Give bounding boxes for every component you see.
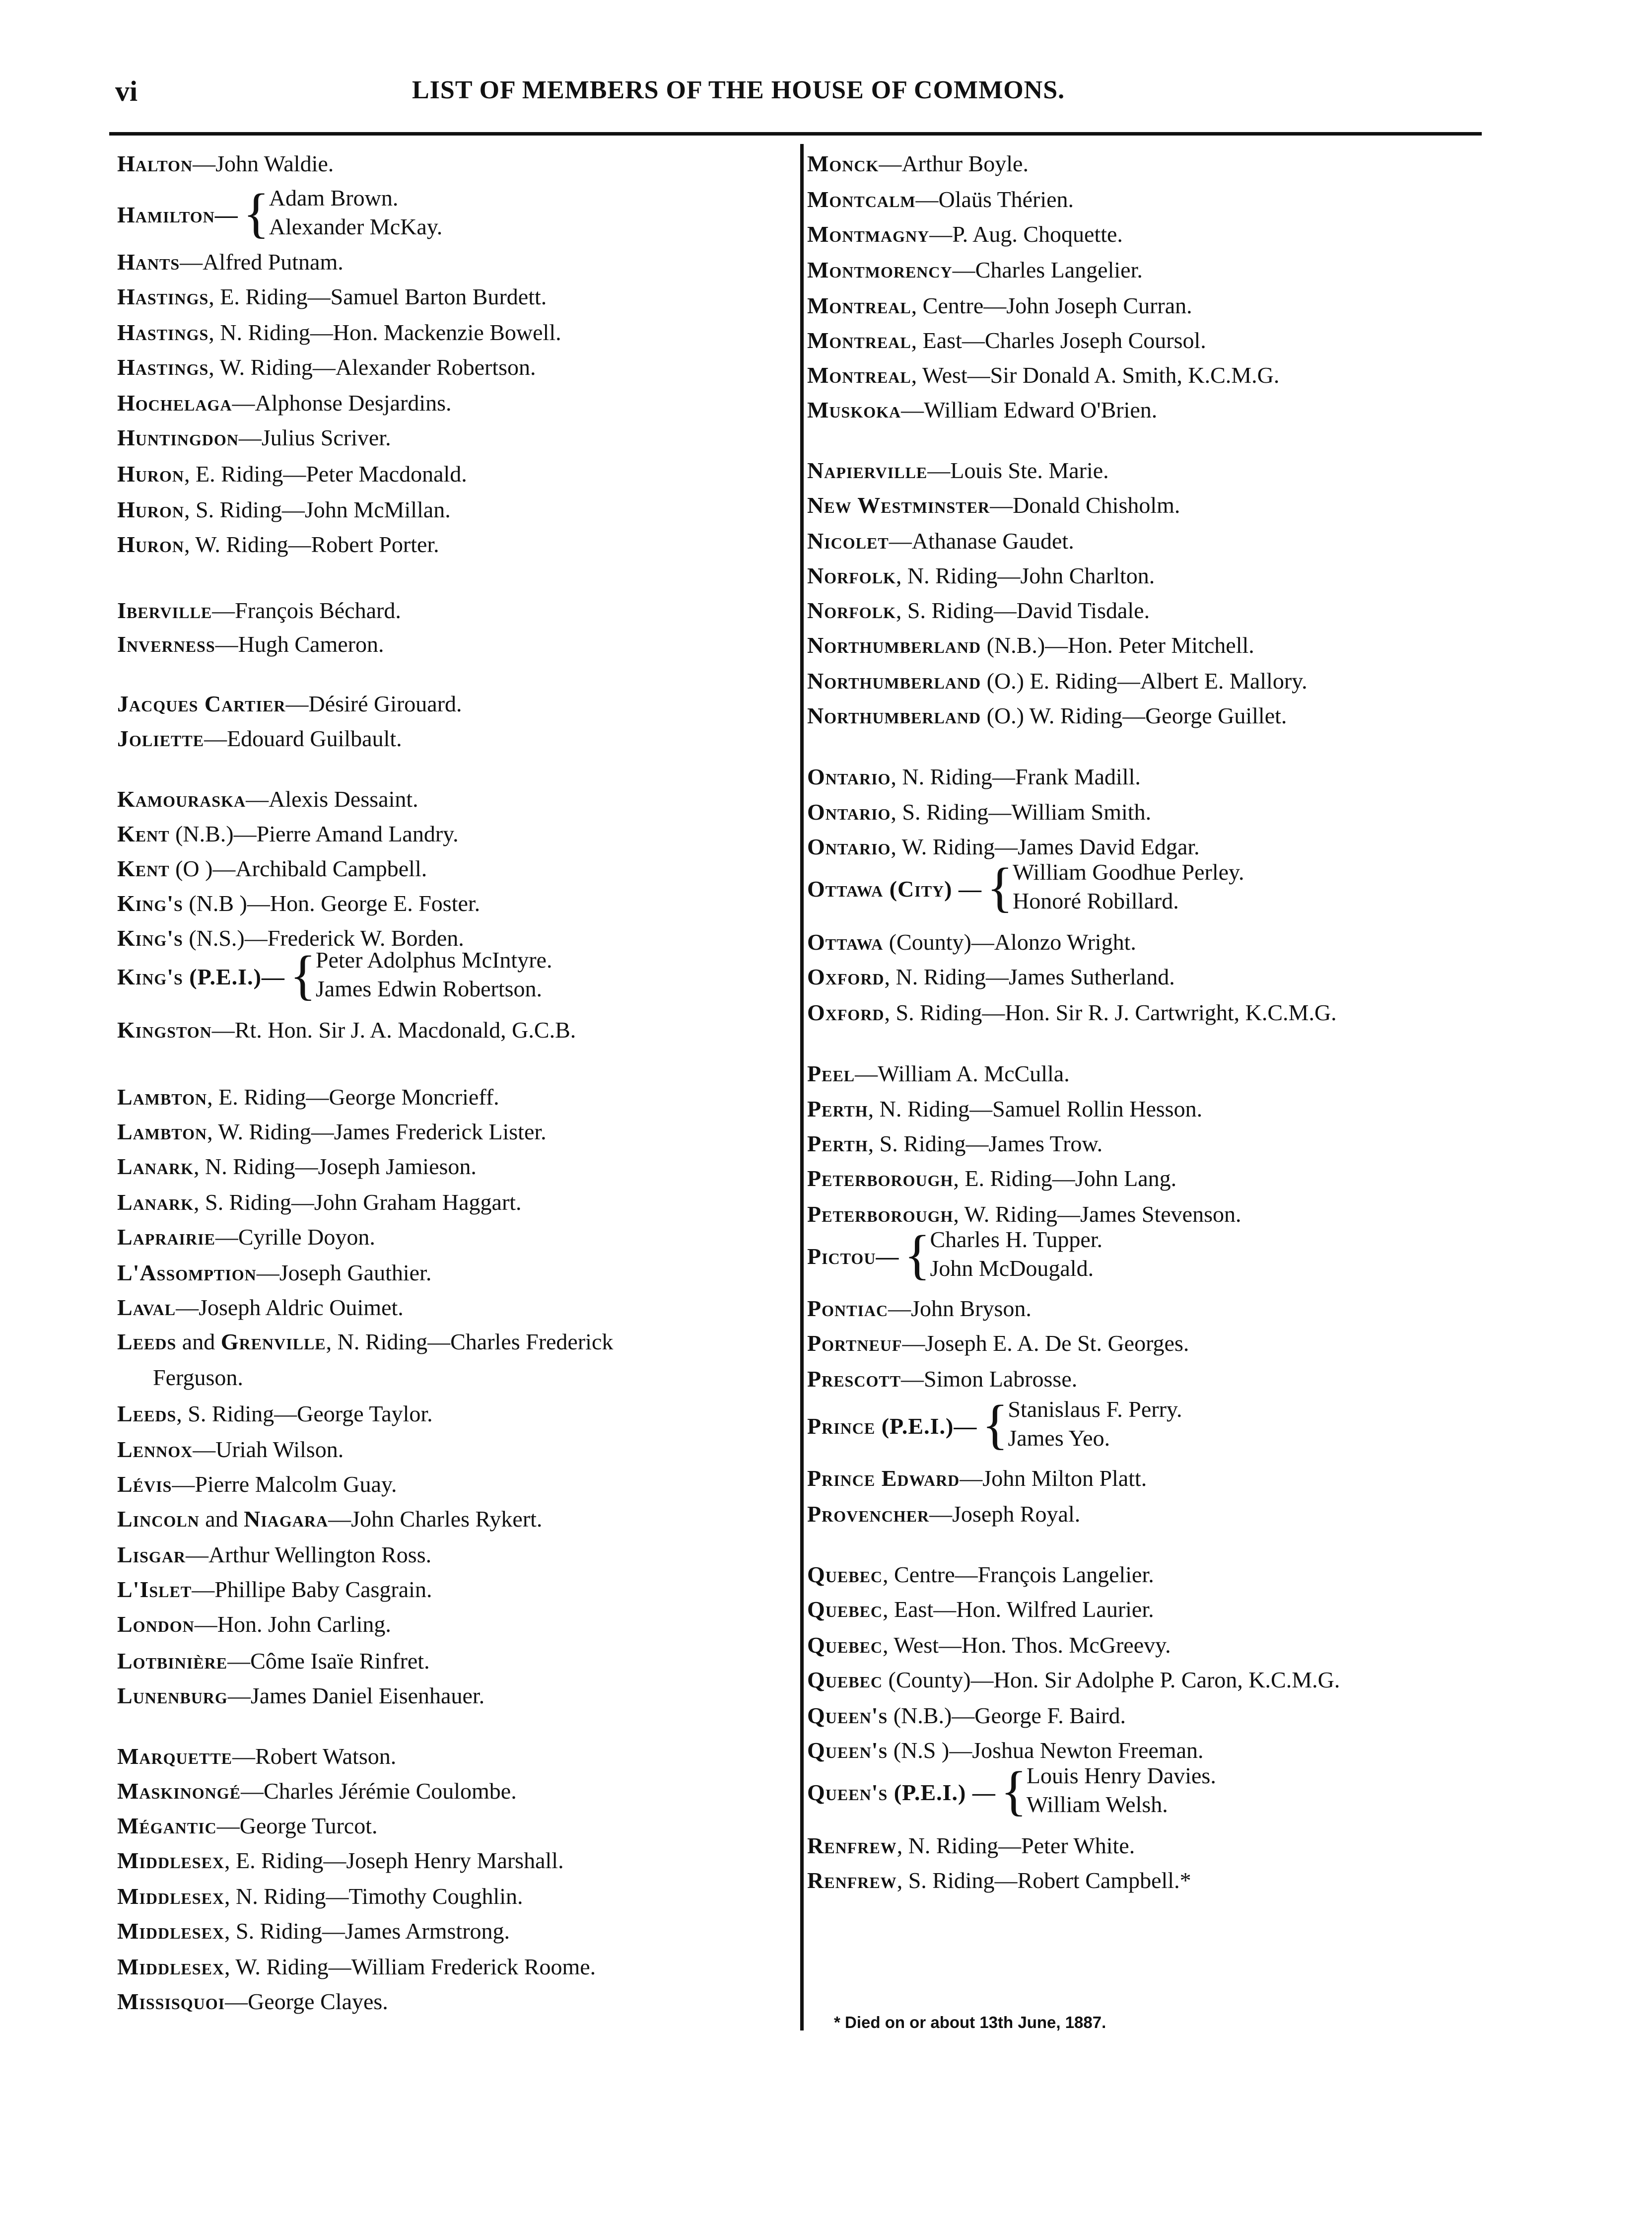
constituency-name: Hastings xyxy=(117,320,209,345)
member-name: Peter Adolphus McIntyre. xyxy=(315,947,552,973)
brace-mark: { xyxy=(1000,1760,1027,1821)
constituency-name: Leeds xyxy=(117,1401,177,1426)
constituency-name: King's xyxy=(117,891,183,916)
member-names xyxy=(269,184,443,241)
constituency-name: Quebec xyxy=(807,1597,883,1622)
member-text: —James Daniel Eisenhauer. xyxy=(227,1683,485,1708)
member-text: , N. Riding—Samuel Rollin Hesson. xyxy=(868,1096,1203,1121)
member-name: James Yeo. xyxy=(1008,1425,1110,1451)
constituency-entry xyxy=(117,889,480,918)
constituency-entry xyxy=(117,819,459,849)
constituency-name: Marquette xyxy=(117,1744,233,1769)
member-text: (O )—Archibald Campbell. xyxy=(169,856,427,881)
member-text: —Hugh Cameron. xyxy=(215,631,384,657)
member-text: —Edouard Guilbault. xyxy=(204,726,402,751)
member-text: —Joseph Aldric Ouimet. xyxy=(176,1295,404,1320)
constituency-name: Perth xyxy=(807,1096,868,1121)
constituency-name: Prince Edward xyxy=(807,1466,960,1491)
constituency-name: Hastings xyxy=(117,284,209,309)
constituency-name: Oxford xyxy=(807,1000,885,1025)
constituency-entry xyxy=(807,927,1136,957)
constituency-entry xyxy=(807,395,1157,425)
constituency-name: Laval xyxy=(117,1295,176,1320)
member-text: —Cyrille Doyon. xyxy=(215,1224,375,1250)
member-text: , E. Riding—Peter Macdonald. xyxy=(184,461,467,487)
constituency-name: Huron xyxy=(117,532,184,557)
member-text: (N.S )—Joshua Newton Freeman. xyxy=(888,1738,1204,1763)
constituency-entry xyxy=(807,1129,1102,1159)
constituency-entry xyxy=(807,1499,1080,1529)
constituency-name: Ontario xyxy=(807,764,891,789)
member-text: (County)—Hon. Sir Adolphe P. Caron, K.C.M.G. xyxy=(883,1667,1340,1692)
constituency-name: Lanark xyxy=(117,1189,194,1215)
constituency-name: Hamilton— xyxy=(117,202,238,227)
constituency-entry xyxy=(117,1222,375,1252)
constituency-name: Queen's (P.E.I.) — xyxy=(807,1780,996,1805)
constituency-entry xyxy=(807,762,1141,792)
constituency-name: Montreal xyxy=(807,293,911,318)
constituency-entry xyxy=(117,1575,432,1605)
member-name: Adam Brown. xyxy=(269,185,399,210)
constituency-entry xyxy=(807,1701,1126,1731)
constituency-entry xyxy=(807,456,1109,486)
constituency-entry xyxy=(117,1117,547,1147)
member-text: and xyxy=(176,1329,221,1354)
constituency-entry xyxy=(117,1399,433,1429)
constituency-entry xyxy=(117,689,462,719)
constituency-entry xyxy=(807,526,1074,556)
constituency-name: Lotbinière xyxy=(117,1648,228,1674)
member-text: , N. Riding—Peter White. xyxy=(896,1833,1135,1858)
constituency-name: King's xyxy=(117,925,183,951)
constituency-name: Huron xyxy=(117,461,184,487)
constituency-entry xyxy=(807,1364,1077,1394)
constituency-name: New Westminster xyxy=(807,492,990,518)
constituency-entry xyxy=(117,149,334,179)
constituency-name: Lanark xyxy=(117,1154,194,1179)
constituency-entry xyxy=(807,797,1151,827)
member-text: , N. Riding—Timothy Coughlin. xyxy=(224,1884,523,1909)
constituency-name: Laprairie xyxy=(117,1224,215,1250)
constituency-name: Hastings xyxy=(117,354,209,380)
member-names xyxy=(930,1225,1102,1283)
constituency-name: Lévis xyxy=(117,1471,172,1497)
constituency-name: Middlesex xyxy=(117,1884,225,1909)
constituency-entry xyxy=(117,352,536,382)
member-name: Alexander McKay. xyxy=(269,214,443,239)
constituency-name: Middlesex xyxy=(117,1954,225,1979)
constituency-name: Iberville xyxy=(117,598,212,623)
constituency-name: Quebec xyxy=(807,1632,883,1658)
constituency-entry xyxy=(807,561,1155,591)
constituency-entry xyxy=(117,1082,499,1112)
constituency-entry xyxy=(807,630,1254,660)
constituency-name: Muskoka xyxy=(807,397,901,422)
member-text: —Simon Labrosse. xyxy=(901,1366,1078,1392)
member-text: —Joseph E. A. De St. Georges. xyxy=(902,1330,1189,1356)
member-text: —Charles Langelier. xyxy=(952,257,1143,282)
constituency-name: Monck xyxy=(807,151,879,176)
member-text: , Centre—François Langelier. xyxy=(883,1562,1154,1587)
constituency-name: Montreal xyxy=(807,328,911,353)
constituency-entry xyxy=(117,282,547,312)
member-name: Louis Henry Davies. xyxy=(1026,1763,1216,1788)
constituency-name: Lambton xyxy=(117,1119,207,1144)
constituency-entry xyxy=(807,1059,1070,1089)
constituency-entry xyxy=(117,1540,431,1570)
constituency-name: Kamouraska xyxy=(117,786,246,812)
constituency-entry xyxy=(807,219,1123,249)
member-name: James Edwin Robertson. xyxy=(315,976,543,1001)
constituency-name: Portneuf xyxy=(807,1330,902,1356)
member-text: (N.B.)—George F. Baird. xyxy=(888,1703,1126,1728)
constituency-entry xyxy=(807,1595,1154,1624)
constituency-name: Peterborough xyxy=(807,1201,954,1227)
constituency-entry xyxy=(807,596,1150,626)
constituency-name: Peterborough xyxy=(807,1166,954,1191)
constituency-name: Kingston xyxy=(117,1017,212,1043)
constituency-name: Lisgar xyxy=(117,1542,186,1567)
member-text: , E. Riding—Samuel Barton Burdett. xyxy=(208,284,547,309)
member-text: and xyxy=(199,1506,244,1532)
member-text: —Julius Scriver. xyxy=(238,425,391,450)
constituency-name: Prince (P.E.I.)— xyxy=(807,1413,977,1439)
member-text: , N. Riding—James Sutherland. xyxy=(884,964,1175,989)
member-names xyxy=(1008,1395,1182,1453)
constituency-name: Leeds xyxy=(117,1329,177,1354)
member-name: William Welsh. xyxy=(1026,1792,1168,1817)
member-name: Honoré Robillard. xyxy=(1012,888,1179,913)
constituency-name: Prescott xyxy=(807,1366,901,1392)
member-text: , S. Riding—James Trow. xyxy=(868,1131,1103,1156)
member-text: —Désiré Girouard. xyxy=(285,691,462,716)
brace-mark: { xyxy=(289,945,316,1005)
brace-mark: { xyxy=(904,1224,931,1285)
member-text: , S. Riding—Robert Campbell.* xyxy=(896,1868,1191,1893)
constituency-name: Ontario xyxy=(807,799,891,825)
constituency-entry xyxy=(117,530,439,560)
member-text: (County)—Alonzo Wright. xyxy=(883,929,1136,955)
constituency-name: Queen's xyxy=(807,1703,888,1728)
constituency-entry xyxy=(117,1435,344,1465)
constituency-entry xyxy=(117,1293,404,1323)
member-text: —Pierre Malcolm Guay. xyxy=(172,1471,397,1497)
member-text: —Arthur Boyle. xyxy=(879,151,1029,176)
constituency-entry xyxy=(117,1916,510,1946)
member-text: —François Béchard. xyxy=(212,598,401,623)
member-text: —Charles Jérémie Coulombe. xyxy=(241,1778,517,1804)
constituency-entry xyxy=(117,1609,391,1639)
member-text: —William Edward O'Brien. xyxy=(901,397,1158,422)
member-name: William Goodhue Perley. xyxy=(1012,859,1244,885)
constituency-name: Jacques Cartier xyxy=(117,691,286,716)
constituency-name: Huntingdon xyxy=(117,425,239,450)
member-name: Stanislaus F. Perry. xyxy=(1008,1397,1182,1422)
constituency-name: Halton xyxy=(117,151,193,176)
member-text: —George Clayes. xyxy=(225,1989,388,2014)
constituency-entry xyxy=(117,1811,378,1841)
constituency-entry xyxy=(117,1952,596,1982)
constituency-name: Huron xyxy=(117,497,184,522)
constituency-name: Hants xyxy=(117,249,180,275)
member-text: —Alfred Putnam. xyxy=(180,249,344,275)
brace-mark: { xyxy=(986,857,1013,917)
member-names xyxy=(1013,858,1244,915)
constituency-entry xyxy=(117,1469,397,1499)
constituency-name: Perth xyxy=(807,1131,868,1156)
member-text: , W. Riding—William Frederick Roome. xyxy=(224,1954,596,1979)
member-text: , East—Charles Joseph Coursol. xyxy=(911,328,1206,353)
constituency-entry xyxy=(117,596,401,626)
footnote: * Died on or about 13th June, 1887. xyxy=(834,2013,1106,2031)
member-text: —Alphonse Desjardins. xyxy=(232,390,452,416)
constituency-name: Lambton xyxy=(117,1084,207,1110)
member-text: —John Waldie. xyxy=(193,151,334,176)
member-text: , N. Riding—Joseph Jamieson. xyxy=(194,1154,477,1179)
constituency-name: L'Islet xyxy=(117,1577,192,1602)
constituency-entry xyxy=(117,1188,522,1217)
member-text: —Rt. Hon. Sir J. A. Macdonald, G.C.B. xyxy=(211,1017,576,1043)
entry-continuation: Ferguson. xyxy=(153,1365,243,1390)
constituency-entry xyxy=(807,962,1175,992)
member-text: , N. Riding—Charles Frederick xyxy=(326,1329,614,1354)
member-text: —Côme Isaïe Rinfret. xyxy=(227,1648,430,1674)
constituency-name: Montreal xyxy=(807,362,911,388)
constituency-name: Nicolet xyxy=(807,528,889,554)
constituency-entry xyxy=(117,1681,484,1711)
constituency-name: Kent xyxy=(117,856,170,881)
constituency-entry xyxy=(117,1015,576,1045)
constituency-entry xyxy=(807,1866,1191,1895)
constituency-entry xyxy=(807,1294,1032,1324)
member-text: —John Milton Platt. xyxy=(960,1466,1147,1491)
member-name: Charles H. Tupper. xyxy=(930,1227,1103,1252)
constituency-name: Ottawa (City) — xyxy=(807,876,982,902)
constituency-name: Pictou— xyxy=(807,1244,899,1269)
member-text: , W. Riding—James David Edgar. xyxy=(891,834,1200,859)
constituency-name: Provencher xyxy=(807,1501,930,1527)
member-text: , N. Riding—Hon. Mackenzie Bowell. xyxy=(208,320,561,345)
member-text: , S. Riding—David Tisdale. xyxy=(895,598,1150,623)
member-text: , E. Riding—John Lang. xyxy=(953,1166,1177,1191)
constituency-name: Inverness xyxy=(117,631,215,657)
member-text: —Donald Chisholm. xyxy=(990,492,1180,518)
constituency-entry xyxy=(807,1831,1135,1861)
constituency-entry xyxy=(117,247,344,277)
constituency-entry xyxy=(117,1258,431,1288)
member-text: , E. Riding—George Moncrieff. xyxy=(207,1084,499,1110)
member-text: , S. Riding—John Graham Haggart. xyxy=(194,1189,522,1215)
member-text: , West—Sir Donald A. Smith, K.C.M.G. xyxy=(911,362,1280,388)
member-text: (O.) E. Riding—Albert E. Mallory. xyxy=(981,668,1308,694)
constituency-entry xyxy=(807,666,1308,696)
member-text: —William A. McCulla. xyxy=(855,1061,1070,1086)
member-text: , S. Riding—John McMillan. xyxy=(184,497,451,522)
constituency-name: Middlesex xyxy=(117,1918,225,1944)
constituency-name: Queen's xyxy=(807,1738,888,1763)
constituency-entry xyxy=(117,784,418,814)
constituency-entry xyxy=(117,459,467,489)
member-name: John McDougald. xyxy=(930,1256,1094,1281)
constituency-name: Lunenburg xyxy=(117,1683,228,1708)
constituency-name: Montmagny xyxy=(807,221,930,247)
constituency-name: London xyxy=(117,1611,195,1637)
member-text: , S. Riding—George Taylor. xyxy=(176,1401,433,1426)
constituency-entry xyxy=(117,1152,477,1182)
page-number: vi xyxy=(115,75,138,107)
constituency-name: Norfolk xyxy=(807,598,896,623)
constituency-name: Niagara xyxy=(244,1506,329,1532)
member-text: —Phillipe Baby Casgrain. xyxy=(192,1577,432,1602)
member-text: , W. Riding—James Frederick Lister. xyxy=(207,1119,547,1144)
member-text: , S. Riding—Hon. Sir R. J. Cartwright, K.C.M.G. xyxy=(884,1000,1337,1025)
member-text: , West—Hon. Thos. McGreevy. xyxy=(883,1632,1171,1658)
constituency-entry xyxy=(117,495,451,525)
constituency-entry xyxy=(117,1776,517,1806)
constituency-entry xyxy=(117,854,427,884)
member-text: (N.B.)—Pierre Amand Landry. xyxy=(169,821,459,846)
member-text: (N.B.)—Hon. Peter Mitchell. xyxy=(981,632,1254,658)
brace-mark: { xyxy=(243,183,270,243)
member-text: —Joseph Royal. xyxy=(929,1501,1081,1527)
column-divider xyxy=(800,144,804,2030)
constituency-entry xyxy=(807,1630,1171,1660)
constituency-entry xyxy=(807,998,1337,1028)
constituency-entry xyxy=(117,1846,564,1876)
page-title: LIST OF MEMBERS OF THE HOUSE OF COMMONS. xyxy=(412,76,1065,104)
constituency-entry xyxy=(807,326,1206,355)
member-text: (O.) W. Riding—George Guillet. xyxy=(981,703,1287,728)
constituency-name: Northumberland xyxy=(807,668,981,694)
constituency-entry xyxy=(807,185,1074,214)
member-text: —Athanase Gaudet. xyxy=(889,528,1074,554)
constituency-name: Maskinongé xyxy=(117,1778,241,1804)
member-text: , S. Riding—William Smith. xyxy=(891,799,1152,825)
constituency-entry xyxy=(117,724,402,754)
member-text: , S. Riding—James Armstrong. xyxy=(224,1918,510,1944)
constituency-name: Oxford xyxy=(807,964,885,989)
brace-mark: { xyxy=(982,1394,1009,1455)
member-text: , N. Riding—Frank Madill. xyxy=(891,764,1141,789)
constituency-name: Grenville xyxy=(220,1329,326,1354)
member-text: , W. Riding—James Stevenson. xyxy=(953,1201,1241,1227)
constituency-name: Northumberland xyxy=(807,632,981,658)
constituency-name: Norfolk xyxy=(807,563,896,588)
constituency-entry xyxy=(117,629,384,659)
member-text: (N.B )—Hon. George E. Foster. xyxy=(183,891,481,916)
constituency-name: Renfrew xyxy=(807,1868,897,1893)
member-text: , W. Riding—Robert Porter. xyxy=(184,532,439,557)
constituency-name: Middlesex xyxy=(117,1848,225,1873)
member-text: (N.S.)—Frederick W. Borden. xyxy=(183,925,464,951)
constituency-name: Renfrew xyxy=(807,1833,897,1858)
constituency-entry xyxy=(807,1560,1154,1590)
constituency-entry xyxy=(117,1504,542,1534)
constituency-name: Montcalm xyxy=(807,187,916,212)
constituency-entry xyxy=(117,318,561,348)
member-text: , N. Riding—John Charlton. xyxy=(895,563,1155,588)
constituency-name: Missisquoi xyxy=(117,1989,225,2014)
constituency-name: Ottawa xyxy=(807,929,884,955)
member-text: —Uriah Wilson. xyxy=(193,1437,344,1462)
constituency-entry xyxy=(807,490,1180,520)
member-text: —Joseph Gauthier. xyxy=(256,1260,432,1285)
constituency-name: Northumberland xyxy=(807,703,981,728)
constituency-name: Lincoln xyxy=(117,1506,200,1532)
member-text: —Alexis Dessaint. xyxy=(246,786,418,812)
constituency-name: Kent xyxy=(117,821,170,846)
constituency-entry xyxy=(117,1742,396,1771)
member-names xyxy=(1027,1761,1216,1819)
member-text: —Robert Watson. xyxy=(232,1744,397,1769)
constituency-entry xyxy=(117,1882,523,1911)
constituency-name: Ontario xyxy=(807,834,891,859)
member-text: , W. Riding—Alexander Robertson. xyxy=(208,354,536,380)
member-text: —John Bryson. xyxy=(888,1296,1032,1321)
constituency-entry xyxy=(117,388,452,418)
constituency-entry xyxy=(807,1329,1189,1358)
constituency-name: Hochelaga xyxy=(117,390,232,416)
member-text: —P. Aug. Choquette. xyxy=(929,221,1123,247)
constituency-entry xyxy=(807,701,1287,731)
constituency-entry xyxy=(807,255,1143,285)
member-text: —Louis Ste. Marie. xyxy=(927,458,1109,483)
member-names xyxy=(316,946,552,1003)
member-text: , Centre—John Joseph Curran. xyxy=(911,293,1192,318)
member-text: —John Charles Rykert. xyxy=(328,1506,543,1532)
member-text: , E. Riding—Joseph Henry Marshall. xyxy=(224,1848,564,1873)
constituency-entry xyxy=(807,1665,1340,1695)
constituency-entry xyxy=(117,423,391,453)
constituency-entry xyxy=(117,1987,388,2017)
constituency-name: Joliette xyxy=(117,726,205,751)
constituency-entry xyxy=(807,360,1279,390)
member-text: , East—Hon. Wilfred Laurier. xyxy=(883,1597,1154,1622)
constituency-name: Lennox xyxy=(117,1437,193,1462)
constituency-entry xyxy=(807,1164,1176,1193)
constituency-entry xyxy=(807,1199,1241,1229)
constituency-entry xyxy=(117,1327,613,1357)
constituency-name: Pontiac xyxy=(807,1296,889,1321)
constituency-entry xyxy=(807,1464,1147,1493)
constituency-entry xyxy=(807,1094,1202,1124)
constituency-name: King's (P.E.I.)— xyxy=(117,964,285,989)
member-text: —Olaüs Thérien. xyxy=(915,187,1074,212)
member-text: —George Turcot. xyxy=(216,1813,378,1838)
constituency-name: Mégantic xyxy=(117,1813,217,1838)
constituency-entry xyxy=(117,1646,430,1676)
constituency-name: Peel xyxy=(807,1061,855,1086)
constituency-name: Quebec xyxy=(807,1562,883,1587)
constituency-entry xyxy=(807,291,1192,321)
constituency-name: L'Assomption xyxy=(117,1260,257,1285)
constituency-entry xyxy=(807,149,1029,179)
member-text: —Hon. John Carling. xyxy=(194,1611,391,1637)
constituency-name: Quebec xyxy=(807,1667,883,1692)
member-text: —Arthur Wellington Ross. xyxy=(186,1542,432,1567)
constituency-name: Montmorency xyxy=(807,257,953,282)
header-rule xyxy=(109,132,1482,136)
constituency-name: Napierville xyxy=(807,458,928,483)
